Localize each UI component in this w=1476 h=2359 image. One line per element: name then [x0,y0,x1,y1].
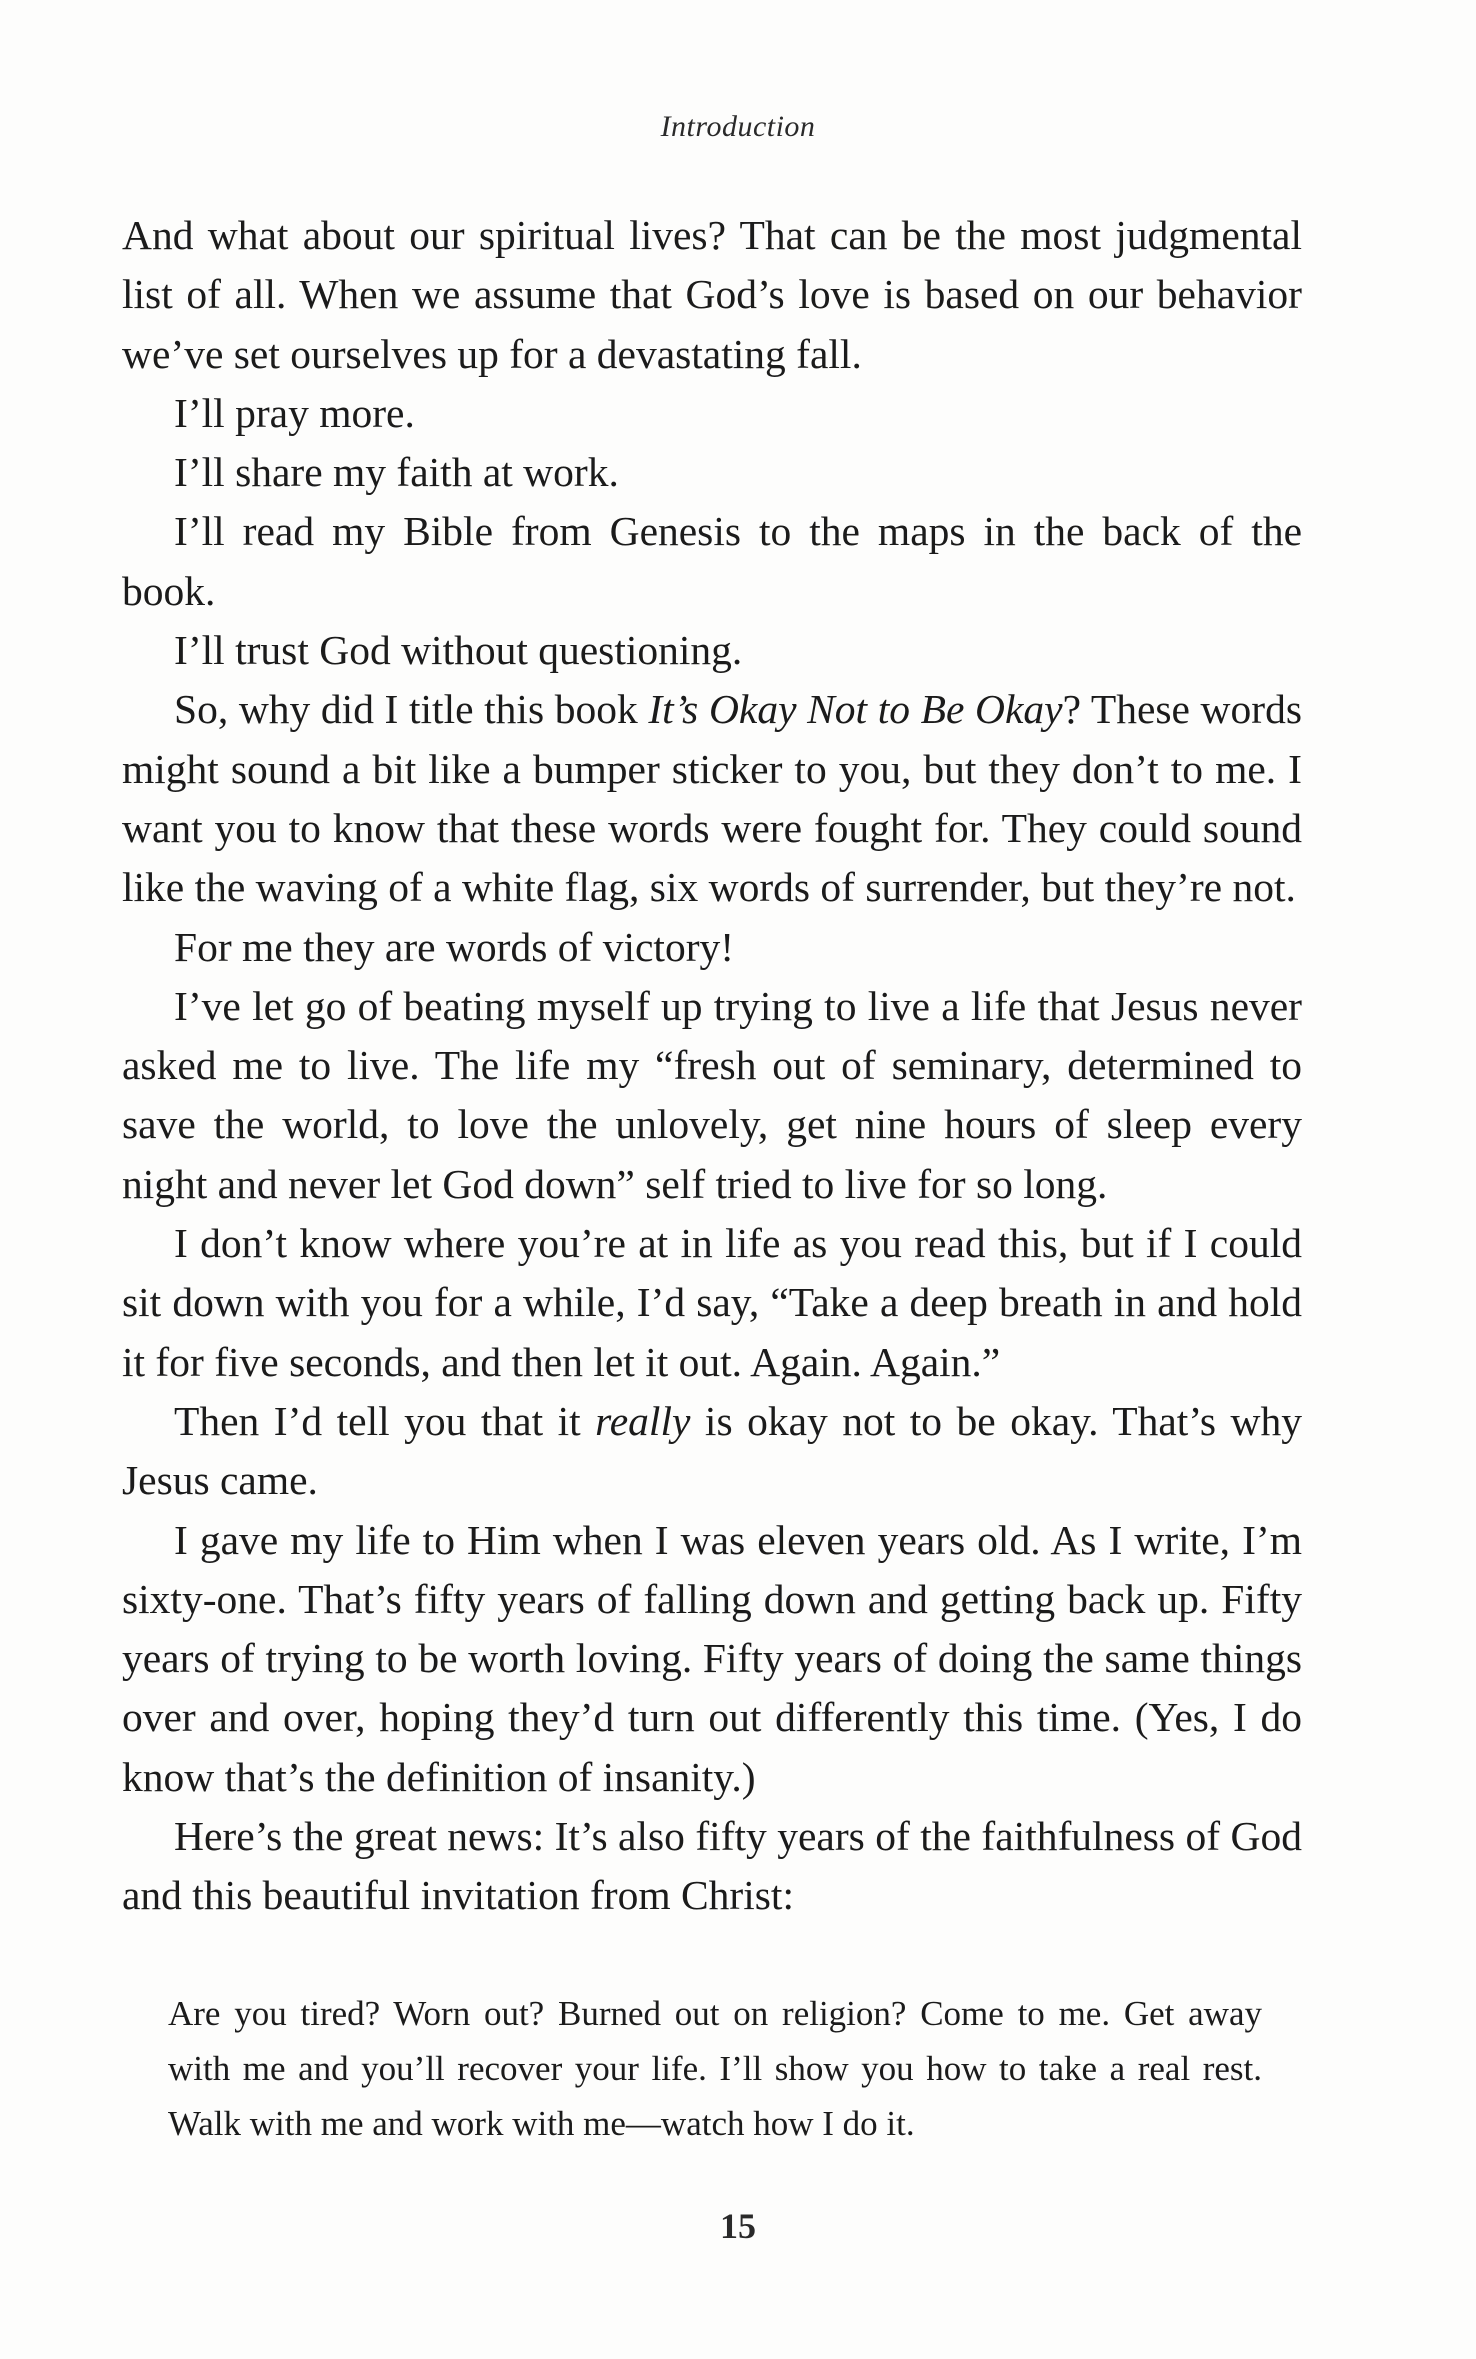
paragraph [122,1807,1302,1926]
paragraph [122,621,1302,680]
paragraph [122,918,1302,977]
paragraph-text: And what about our spiritual lives? That can be the most judgmental list of all. When we assume that God’s love is based on our behavior we’ve set ourselves up for a devastating fall. [122,212,1302,377]
paragraph [122,977,1302,1214]
paragraph-text: I gave my life to Him when I was eleven years old. As I write, I’m sixty-one. That’s fifty years of falling down and getting back up. Fifty years of trying to be worth loving. Fifty years of doing the same things over and over, hoping they’d turn out differently this time. (Yes, I do know that’s the definition of insanity.) [122,1516,1302,1800]
paragraph-text: I’ll trust God without questioning. [174,627,743,674]
paragraph [122,1392,1302,1511]
paragraph [122,680,1302,917]
paragraph-text: Here’s the great news: It’s also fifty years of the faithfulness of God and this beautiful invitation from Christ: [122,1813,1302,1919]
emphasis: really [595,1397,691,1444]
paragraph [122,443,1302,502]
paragraph-text: I’ve let go of beating myself up trying to live a life that Jesus never asked me to live. The life my “fresh out of seminary, determined to save the world, to love the unlovely, get nine hours of sleep every night and never let God down” self tried to live for so long. [122,982,1302,1207]
paragraph-text: I’ll share my faith at work. [174,449,619,496]
paragraph-text: I don’t know where you’re at in life as you read this, but if I could sit down with you for a while, I’d say, “Take a deep breath in and hold it for five seconds, and then let it out. Again. Again.” [122,1220,1302,1385]
running-head: Introduction [660,110,816,143]
scripture-extract: Are you tired? Worn out? Burned out on religion? Come to me. Get away with me and you’ll recover your life. I’ll show you how to take a real rest. Walk with me and work with me—watch how I do it. [168,1994,1262,2143]
paragraph [122,384,1302,443]
paragraph-text: So, why did I title this book [174,686,649,733]
paragraph [122,1214,1302,1392]
paragraph-text: I’ll read my Bible from Genesis to the maps in the back of the book. [122,508,1302,614]
paragraph-text: Then I’d tell you that it [174,1397,596,1444]
page-number: 15 [720,2206,756,2246]
paragraph [122,502,1302,621]
paragraph [122,206,1302,384]
book-title: It’s Okay Not to Be Okay [648,686,1063,733]
body-text [122,206,1302,1926]
paragraph [122,1511,1302,1807]
paragraph-text: For me they are words of victory! [174,923,735,970]
paragraph-text: I’ll pray more. [174,389,415,436]
paragraph-text: ? These words might sound a bit like a bumper sticker to you, but they don’t to me. I want you to know that these words were fought for. They could sound like the waving of a white flag, six words of surrender, but they’re not. [122,686,1302,911]
paragraph-text: is okay not to be okay. That’s why Jesus came. [122,1397,1302,1504]
